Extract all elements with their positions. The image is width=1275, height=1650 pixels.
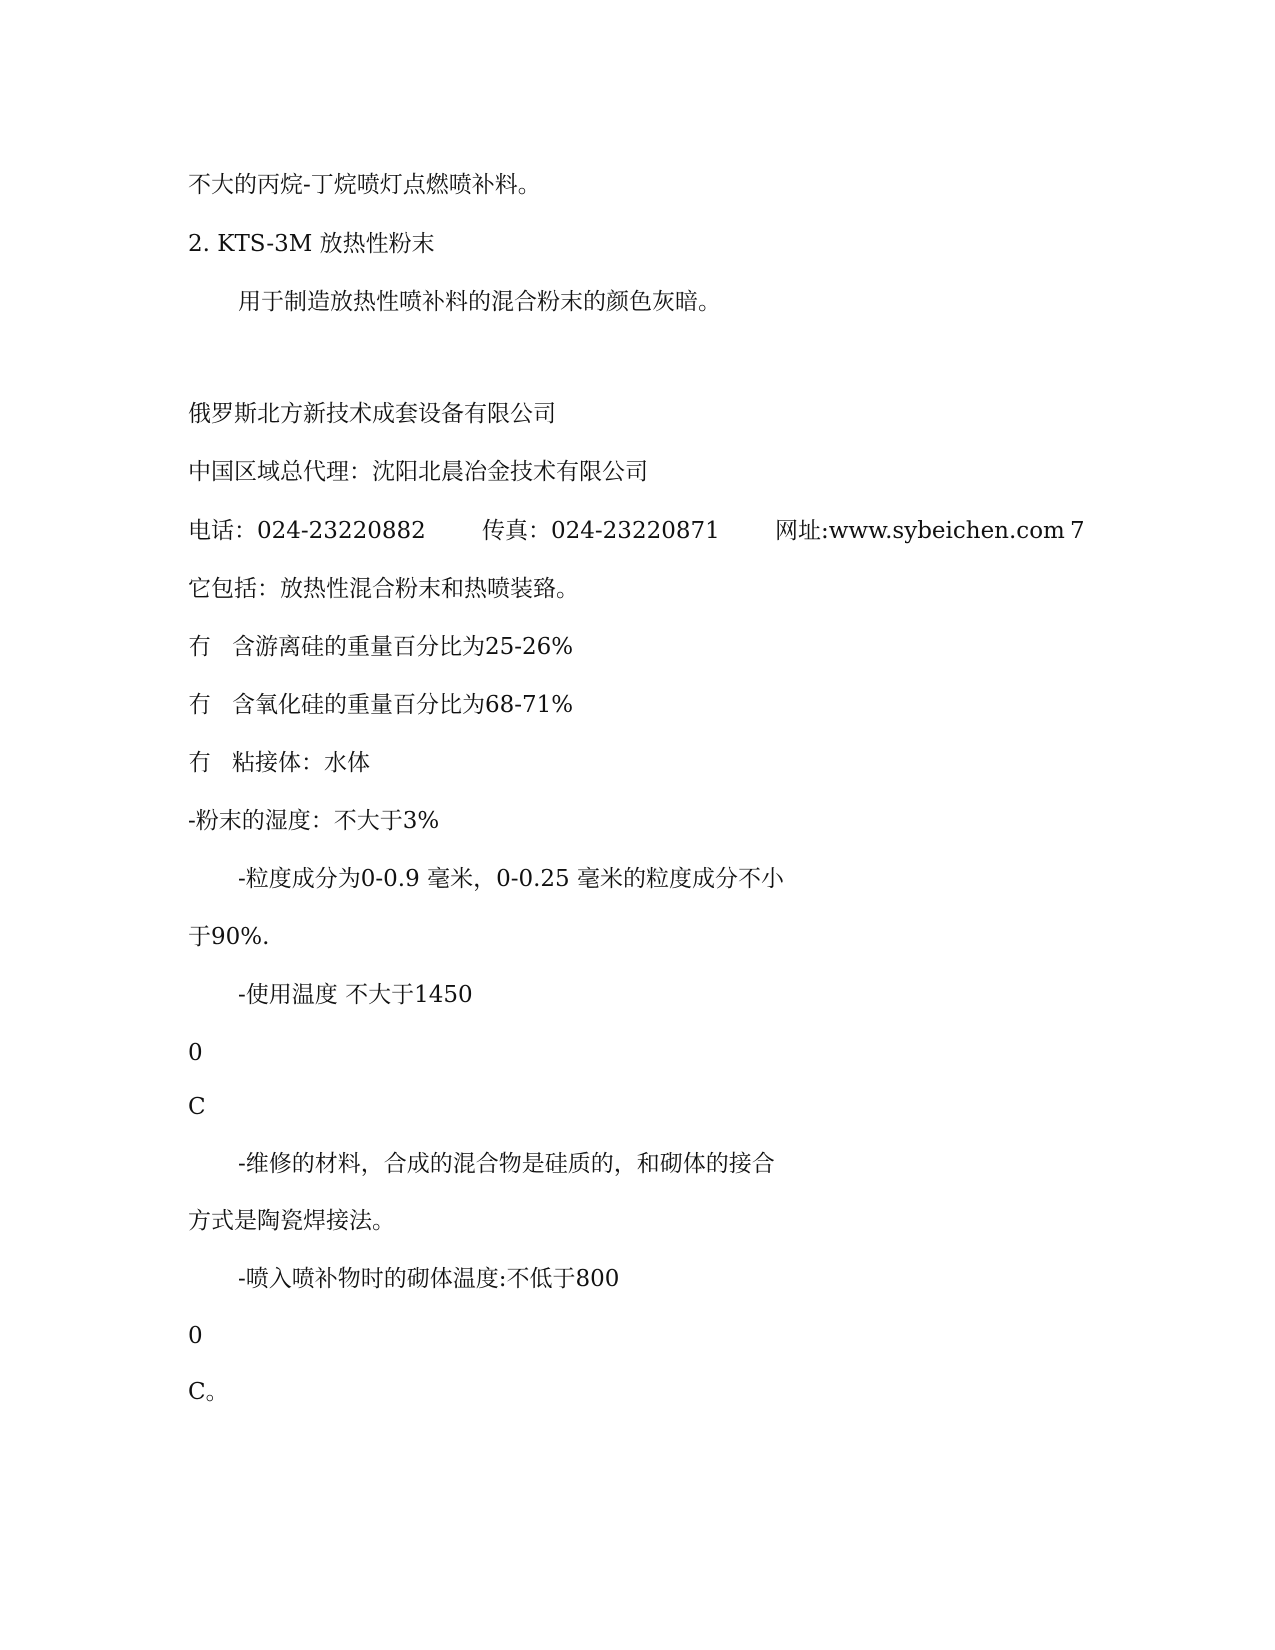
use-temperature-text: -使用温度 不大于1450 [238,982,473,1008]
bullet-text: 含氧化硅的重量百分比为68-71% [232,692,574,718]
bullet-item [188,748,370,778]
spray-temperature-degree: 0 [188,1323,203,1349]
repair-material-continued: 方式是陶瓷焊接法。 [188,1208,395,1234]
bullet-text: 粘接体：水体 [232,750,370,776]
bullet-mark: 冇 [188,750,211,776]
fax-text: 传真：024-23220871 [482,518,720,544]
granularity-text: -粒度成分为0-0.9 毫米，0-0.25 毫米的粒度成分不小 [238,866,784,892]
use-temperature-unit: C [188,1094,206,1120]
humidity-text: -粉末的湿度：不大于3% [188,808,440,834]
repair-material-text: -维修的材料，合成的混合物是硅质的，和砌体的接合 [238,1151,775,1177]
page-number: 7 [1070,518,1085,544]
company-name: 俄罗斯北方新技术成套设备有限公司 [188,401,556,427]
use-temperature-degree: 0 [188,1040,203,1066]
section-description: 用于制造放热性喷补料的混合粉末的颜色灰暗。 [238,289,721,315]
agent-line: 中国区域总代理：沈阳北晨冶金技术有限公司 [188,459,648,485]
website-text: 网址:www.sybeichen.com [775,518,1065,544]
bullet-item [188,632,573,662]
intro-tail-text: 不大的丙烷-丁烷喷灯点燃喷补料。 [188,172,541,198]
bullet-mark: 冇 [188,692,211,718]
spray-temperature-text: -喷入喷补物时的砌体温度:不低于800 [238,1266,620,1292]
bullet-mark: 冇 [188,634,211,660]
spray-temperature-unit: C。 [188,1379,229,1405]
bullet-text: 含游离硅的重量百分比为25-26% [232,634,574,660]
includes-text: 它包括：放热性混合粉末和热喷装臵。 [188,576,579,602]
granularity-continued: 于90%. [188,924,270,950]
phone-text: 电话：024-23220882 [188,518,426,544]
section-heading: 2. KTS-3M 放热性粉末 [188,231,435,257]
bullet-item [188,690,573,720]
